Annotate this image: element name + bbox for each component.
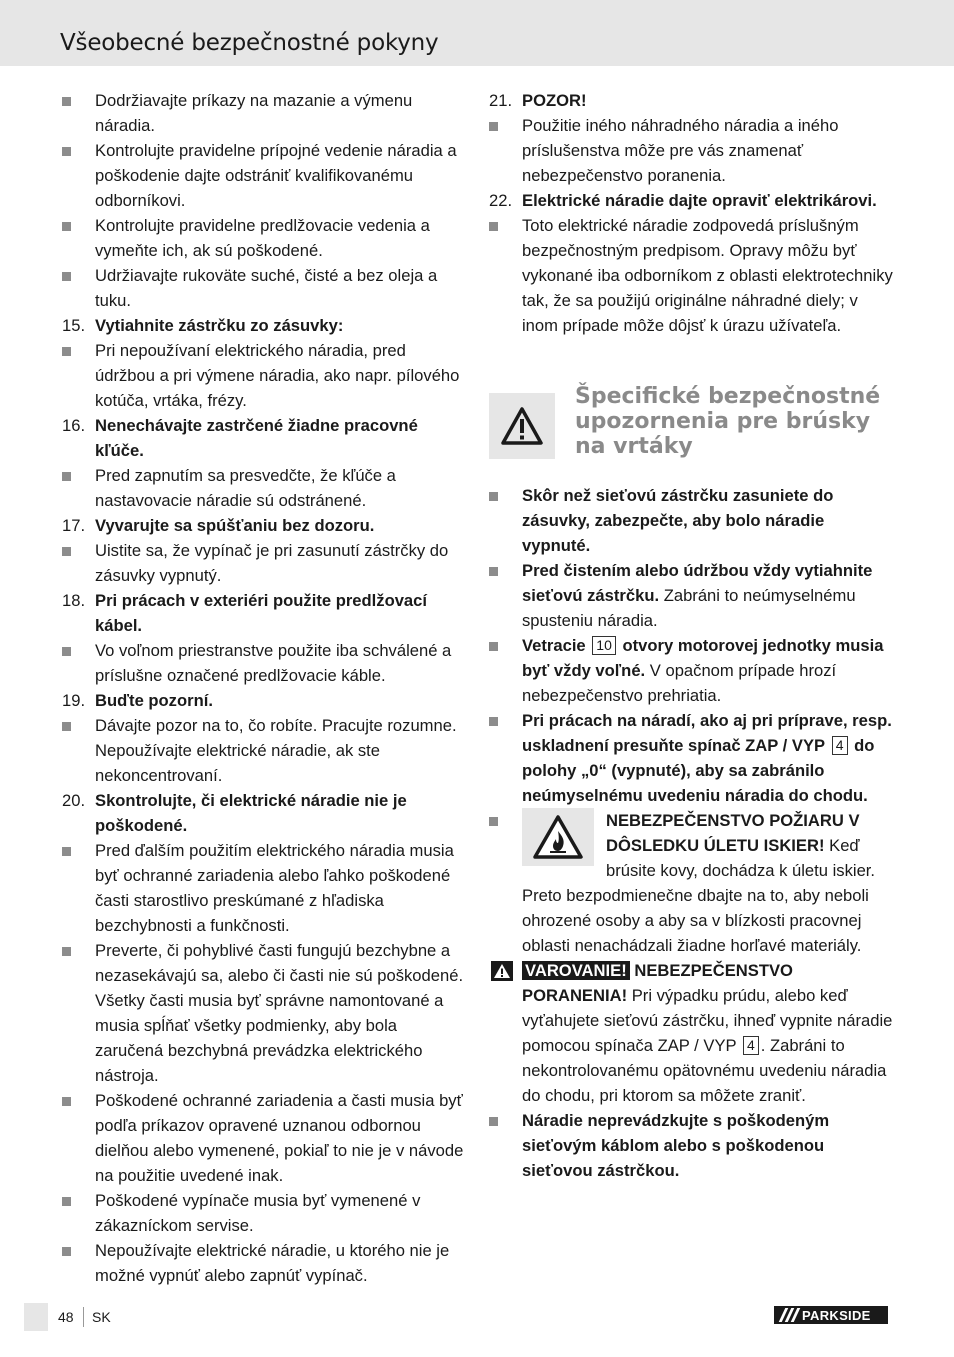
bullet-icon xyxy=(489,633,499,658)
bullet-icon xyxy=(62,263,72,288)
list-item: Skôr než sieťovú zástrčku zasuniete do zásuvky, zabezpečte, aby bolo náradie vypnuté. xyxy=(489,483,894,558)
language-code: SK xyxy=(92,1309,111,1325)
page-title: Všeobecné bezpečnostné pokyny xyxy=(60,30,439,56)
bullet-icon xyxy=(489,113,499,138)
list-item: Uistite sa, že vypínač je pri zasunutí zástrčky do zásuvky vypnutý. xyxy=(62,538,467,588)
warning-triangle-icon xyxy=(491,961,513,981)
bullet-icon xyxy=(62,463,72,488)
part-reference: 10 xyxy=(592,636,616,655)
fire-hazard-icon xyxy=(522,808,594,866)
list-item: Vetracie 10 otvory motorovej jednotky musia byť vždy voľné. V opačnom prípade hrozí nebezpečenstvo prehriatia. xyxy=(489,633,894,708)
bullet-icon xyxy=(489,1108,499,1133)
numbered-heading: 21. POZOR! xyxy=(489,91,587,110)
list-item: Náradie neprevádzkujte s poškodeným sieťovým káblom alebo s poškodenou sieťovou zástrčkou. xyxy=(489,1108,894,1183)
bullet-icon xyxy=(62,213,72,238)
bullet-icon xyxy=(489,213,499,238)
bullet-icon xyxy=(489,808,499,833)
bullet-icon xyxy=(489,558,499,583)
left-column xyxy=(62,88,467,1288)
list-item: Pred zapnutím sa presvedčte, že kľúče a nastavovacie náradie sú odstránené. xyxy=(62,463,467,513)
list-item: Použitie iného náhradného náradia a iného príslušenstva môže pre vás znamenať nebezpečenstvo poranenia. xyxy=(489,113,894,188)
bullet-icon xyxy=(62,713,72,738)
bullet-icon xyxy=(489,708,499,733)
parkside-logo xyxy=(774,1306,888,1324)
section-title: Špecifické bezpečnostné upozornenia pre brúsky na vrtáky xyxy=(575,384,881,459)
bullet-icon xyxy=(62,88,72,113)
bullet-icon xyxy=(62,1088,72,1113)
numbered-heading: 18. Pri prácach v exteriéri použite predlžovací kábel. xyxy=(62,591,428,635)
list-item: Pred čistením alebo údržbou vždy vytiahnite sieťovú zástrčku. Zabráni to neúmyselnému spusteniu náradia. xyxy=(489,558,894,633)
list-item: Toto elektrické náradie zodpovedá príslušným bezpečnostným predpisom. Opravy môžu byť vykonané iba odborníkom z oblasti elektrotechniky tak, že sa použijú originálne náhradné diely; v inom prípade môže dôjsť k úrazu užívateľa. xyxy=(489,213,894,338)
footer-marker xyxy=(24,1303,48,1331)
part-reference: 4 xyxy=(832,736,848,755)
list-item: Vo voľnom priestranstve použite iba schválené a príslušne označené predlžovacie káble. xyxy=(62,638,467,688)
numbered-heading: 22. Elektrické náradie dajte opraviť elektrikárovi. xyxy=(489,191,877,210)
list-item: NEBEZPEČENSTVO POŽIARU V DÔSLEDKU ÚLETU ISKIER! Keď brúsite kovy, dochádza k úletu iskier. Preto bezpodmienečne dbajte na to, aby neboli ohrozené osoby a aby sa v blízkosti pracovnej oblasti nenachádzali žiadne horľavé materiály. xyxy=(489,808,894,958)
logo-text: PARKSIDE xyxy=(802,1307,871,1323)
numbered-heading: 17. Vyvarujte sa spúšťaniu bez dozoru. xyxy=(62,516,375,535)
bullet-icon xyxy=(62,1238,72,1263)
page-number: 48 xyxy=(58,1309,74,1325)
bullet-icon xyxy=(62,938,72,963)
bullet-icon xyxy=(62,138,72,163)
list-item: Preverte, či pohyblivé časti fungujú bezchybne a nezasekávajú sa, alebo či časti nie sú poškodené. Všetky časti musia byť správne namontované a musia spĺňať všetky podmienky, aby bola zaručená bezchybná prevádzka elektrického nástroja. xyxy=(62,938,467,1088)
list-item: Kontrolujte pravidelne prípojné vedenie náradia a poškodenie dajte odstrániť kvalifikovanému odborníkovi. xyxy=(62,138,467,213)
part-reference: 4 xyxy=(743,1036,759,1055)
bullet-icon xyxy=(62,838,72,863)
list-item: Dodržiavajte príkazy na mazanie a výmenu náradia. xyxy=(62,88,467,138)
section-heading xyxy=(489,384,894,459)
list-item: Udržiavajte rukoväte suché, čisté a bez oleja a tuku. xyxy=(62,263,467,313)
list-item: Poškodené ochranné zariadenia a časti musia byť podľa príkazov opravené uznanou odbornou dielňou alebo vymenené, pokiaľ to nie je v návode na použitie uvedené inak. xyxy=(62,1088,467,1188)
list-item: Kontrolujte pravidelne predlžovacie vedenia a vymeňte ich, ak sú poškodené. xyxy=(62,213,467,263)
list-item: Pri nepoužívaní elektrického náradia, pred údržbou a pri výmene náradia, ako napr. pílového kotúča, vrtáka, frézy. xyxy=(62,338,467,413)
logo-stripes-icon xyxy=(774,1306,802,1324)
list-item: Pred ďalším použitím elektrického náradia musia byť ochranné zariadenia alebo ľahko poškodené časti starostlivo preskúmané z hľadiska bezchybnosti a funkčnosti. xyxy=(62,838,467,938)
warning-triangle-icon xyxy=(489,393,555,459)
bullet-icon xyxy=(62,538,72,563)
warning-badge: VAROVANIE! xyxy=(522,961,630,980)
right-column xyxy=(489,88,894,1183)
warning-item: VAROVANIE! NEBEZPEČENSTVO PORANENIA! Pri výpadku prúdu, alebo keď vyťahujete sieťovú zástrčku, ihneď vypnite náradie pomocou spínača ZAP / VYP 4 . Zabráni to nekontrolovanému opätovnému uvedeniu náradia do chodu, pri ktorom sa môžete zraniť. xyxy=(489,958,894,1108)
footer-divider xyxy=(83,1307,84,1327)
list-item: Poškodené vypínače musia byť vymenené v zákazníckom servise. xyxy=(62,1188,467,1238)
list-item: Pri prácach na náradí, ako aj pri príprave, resp. uskladnení presuňte spínač ZAP / VYP 4 do polohy „0“ (vypnuté), aby sa zabránilo neúmyselnému uvedeniu náradia do chodu. xyxy=(489,708,894,808)
numbered-heading: 20. Skontrolujte, či elektrické náradie nie je poškodené. xyxy=(62,791,407,835)
bullet-icon xyxy=(62,1188,72,1213)
list-item: Dávajte pozor na to, čo robíte. Pracujte rozumne. Nepoužívajte elektrické náradie, ak ste nekoncentrovaní. xyxy=(62,713,467,788)
numbered-heading: 15. Vytiahnite zástrčku zo zásuvky: xyxy=(62,316,344,335)
bullet-icon xyxy=(489,483,499,508)
numbered-heading: 19. Buďte pozorní. xyxy=(62,691,213,710)
bullet-icon xyxy=(62,638,72,663)
numbered-heading: 16. Nenechávajte zastrčené žiadne pracovné kľúče. xyxy=(62,416,418,460)
list-item: Nepoužívajte elektrické náradie, u ktorého nie je možné vypnúť alebo zapnúť vypínač. xyxy=(62,1238,467,1288)
page-header xyxy=(0,0,954,66)
bullet-icon xyxy=(62,338,72,363)
